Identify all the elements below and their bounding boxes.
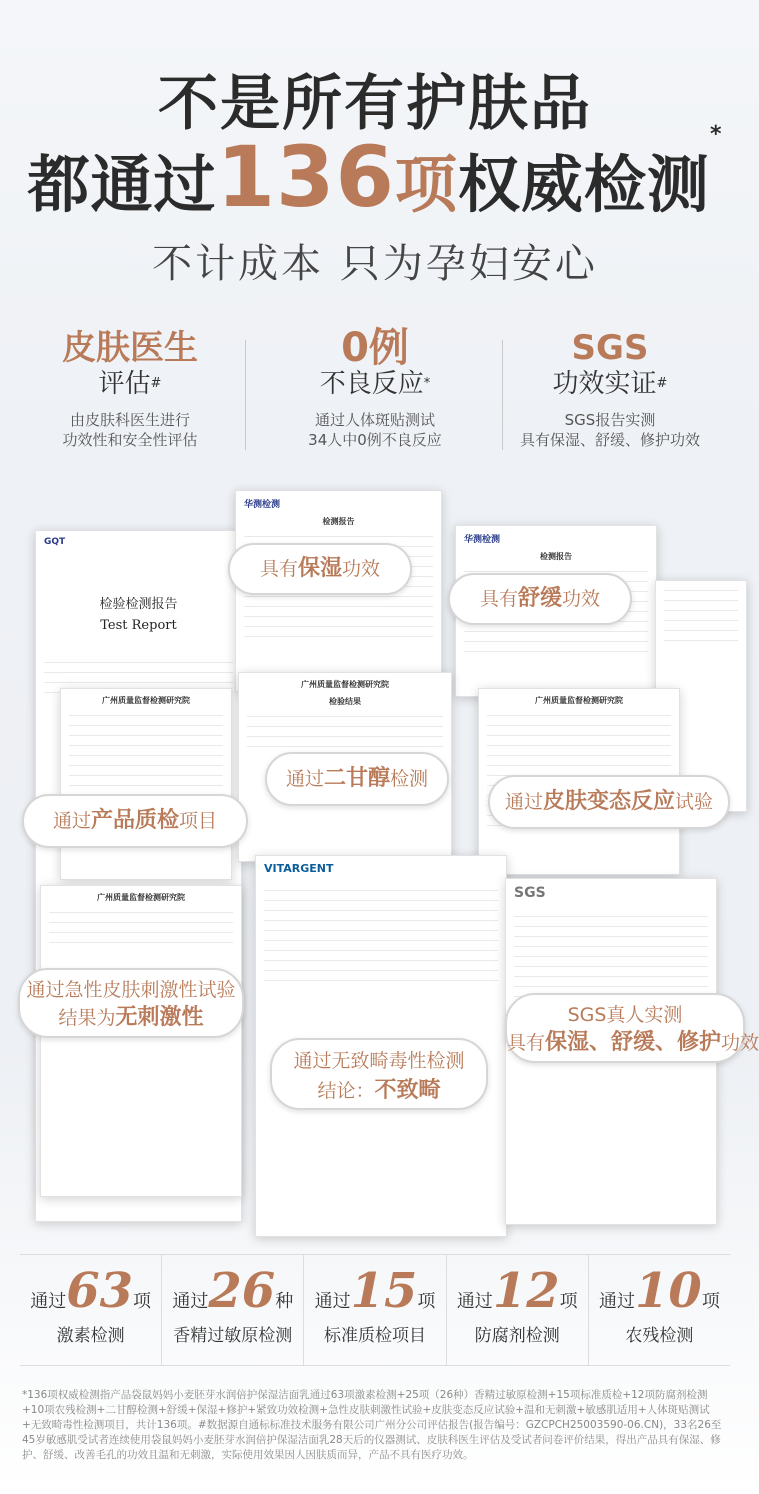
bubble-allergy-test: 通过皮肤变态反应试验 [488, 775, 730, 829]
feature-title: 0例 [341, 325, 409, 371]
headline-line1: 不是所有护肤品 [158, 69, 592, 139]
gqt-logo: GQT [44, 537, 66, 547]
bubble-quality-check: 通过产品质检项目 [22, 794, 248, 848]
headline-prefix: 都通过 [27, 148, 217, 221]
feature-sgs [485, 328, 735, 450]
feature-zero-reaction [260, 325, 490, 450]
feature-desc: 由皮肤科医生进行 功效性和安全性评估 [62, 411, 198, 449]
institute-name: 广州质量监督检测研究院 [102, 696, 190, 705]
bubble-soothing: 具有舒缓功效 [448, 573, 632, 625]
report-title-en: Test Report [100, 618, 177, 633]
bubble-moisturizing: 具有保湿功效 [228, 543, 412, 595]
institute-name: 广州质量监督检测研究院 [535, 696, 623, 705]
feature-desc: SGS报告实测 具有保湿、舒缓、修护功效 [519, 411, 700, 449]
divider [245, 340, 246, 450]
bubble-diethylene-glycol: 通过二甘醇检测 [265, 752, 449, 806]
vitargent-logo: VITARGENT [264, 862, 334, 875]
feature-title: 皮肤医生 [62, 328, 198, 368]
report-head: 检测报告 [540, 552, 572, 561]
report-title-cn: 检验检测报告 [99, 597, 178, 612]
gz-report-4 [40, 885, 242, 1197]
bubble-irritation-test: 通过急性皮肤刺激性试验 结果为无刺激性 [18, 968, 244, 1038]
headline-line2 [0, 122, 750, 226]
feature-desc: 通过人体斑贴测试 34人中0例不良反应 [308, 411, 442, 449]
feature-title: SGS [571, 328, 649, 368]
headline-unit: 项 [394, 148, 458, 221]
bubble-sgs-efficacy: SGS真人实测 具有保湿、舒缓、修护功效 [505, 993, 745, 1063]
stats-row [20, 1254, 730, 1366]
headline-suffix: 权威检测 [457, 148, 710, 221]
huaxun-logo: 华测检测 [244, 500, 281, 510]
sgs-logo: SGS [514, 885, 546, 901]
gz-report-1 [60, 688, 232, 880]
stat-hormone: 通过63项 激素检测 [20, 1255, 162, 1365]
headline-number: 136 [216, 128, 395, 226]
huaxun-logo: 华测检测 [464, 535, 501, 545]
institute-name: 广州质量监督检测研究院 [97, 893, 185, 902]
headline-mark: * [709, 122, 723, 147]
stat-pesticide: 通过10项 农残检测 [599, 1263, 720, 1346]
feature-subtitle: 评估# [98, 369, 162, 399]
feature-dermatologist [15, 328, 245, 450]
bubble-teratogenicity: 通过无致畸毒性检测 结论：不致畸 [270, 1038, 488, 1110]
footnote: *136项权威检测指产品袋鼠妈妈小麦胚芽水润倍护保湿洁面乳通过63项激素检测+25项（26种）香精过敏原检测+15项标准质检+12项防腐剂检测+10项农残检测+二甘醇检测+舒缓+保湿+修护+紧致功效检测+急性皮肤刺激性试验+皮肤变态反应试验+温和无刺激+敏感肌适用+人体斑贴测试+无致畸毒性检测项目，共计136项。#数据源自通标标准技术服务有限公司广州分公司评估报告(报告编号：GZCPCH25003590-06.CN)，33名26至45岁敏感肌受试者连续使用袋鼠妈妈小麦胚芽水润倍护保湿洁面乳28天后的仪器测试、皮肤科医生评估及受试者问卷评价结果，得出产品具有保湿、修护、舒缓、改善毛孔的功效且温和无刺激，实际使用效果因人因肤质而异，产品不具有医疗功效。 [22, 1389, 722, 1461]
stat-preservative: 通过12项 防腐剂检测 [447, 1255, 589, 1365]
stat-quality: 通过15项 标准质检项目 [304, 1255, 446, 1365]
feature-subtitle: 功效实证# [552, 369, 668, 399]
stat-fragrance: 通过26种 香精过敏原检测 [162, 1255, 304, 1365]
institute-name: 广州质量监督检测研究院 [301, 680, 389, 689]
report-head: 检测报告 [322, 517, 355, 526]
result-head: 检验结果 [329, 697, 361, 706]
subtitle: 不计成本 只为孕妇安心 [152, 241, 598, 287]
feature-subtitle: 不良反应* [319, 369, 431, 399]
